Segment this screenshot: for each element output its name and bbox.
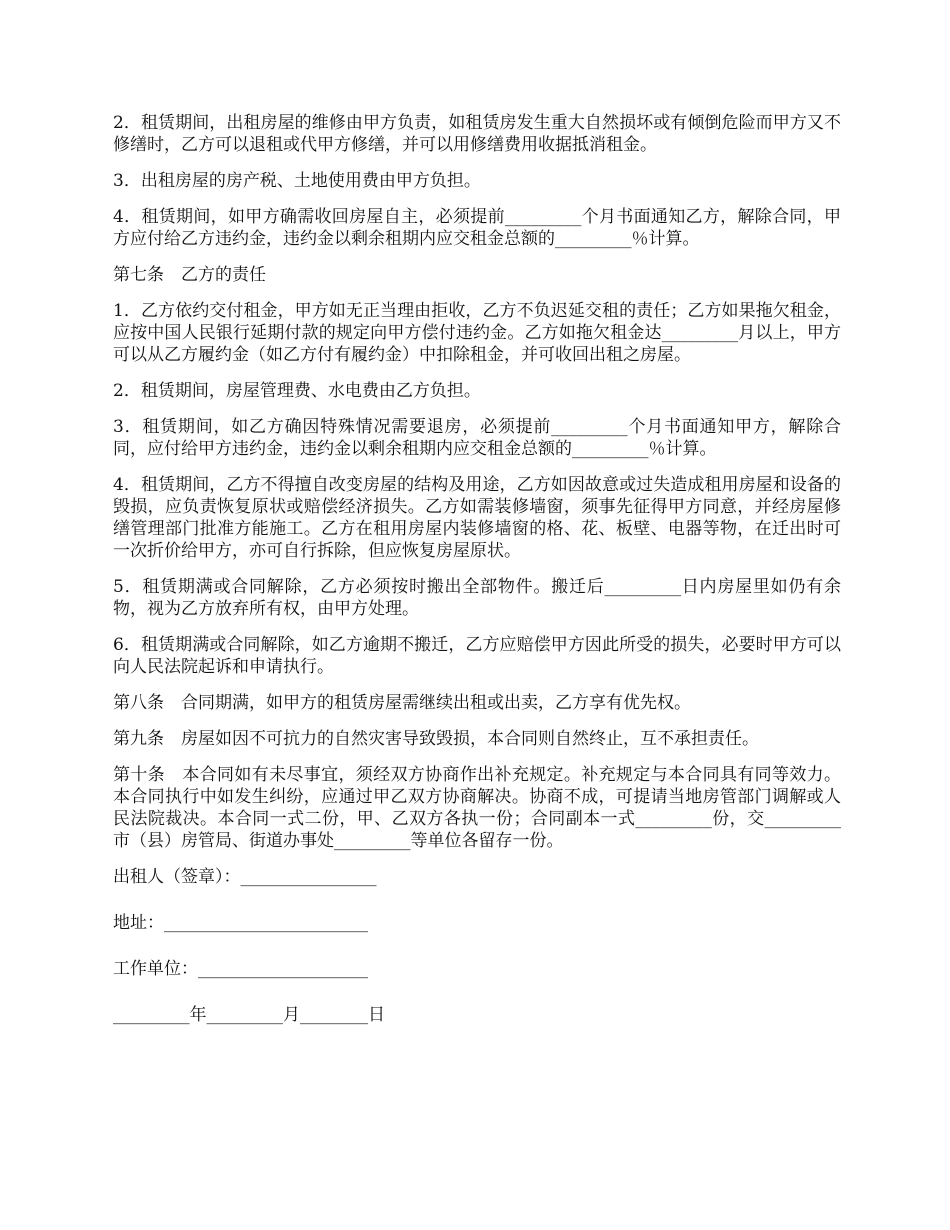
clause-7-item-3: 3．租赁期间，如乙方确因特殊情况需要退房，必须提前_________个月书面通知甲方，解除合同，应付给甲方违约金，违约金以剩余租期内应交租金总额的_________％计算。: [113, 417, 841, 459]
clause-6-item-3: 3．出租房屋的房产税、土地使用费由甲方负担。: [113, 171, 481, 191]
address-line: 地址：________________________: [113, 913, 368, 933]
clause-7-item-1: 1．乙方依约交付租金，甲方如无正当理由拒收，乙方不负迟延交租的责任；乙方如果拖欠租金，应按中国人民银行延期付款的规定向甲方偿付违约金。乙方如拖欠租金达_________月以上，甲方可以从乙方履约金（如乙方付有履约金）中扣除租金，并可收回出租之房屋。: [113, 301, 841, 365]
clause-8: 第八条 合同期满，如甲方的租赁房屋需继续出租或出卖，乙方享有优先权。: [113, 693, 691, 713]
clause-7-item-2: 2．租赁期间，房屋管理费、水电费由乙方负担。: [113, 381, 481, 401]
work-unit-line: 工作单位：____________________: [113, 959, 368, 979]
document-page: [113, 112, 841, 1050]
clause-7-item-6: 6．租赁期满或合同解除，如乙方逾期不搬迁，乙方应赔偿甲方因此所受的损失，必要时甲方可以向人民法院起诉和申请执行。: [113, 635, 841, 677]
clause-6-item-2: 2．租赁期间，出租房屋的维修由甲方负责，如租赁房发生重大自然损坏或有倾倒危险而甲方又不修缮时，乙方可以退租或代甲方修缮，并可以用修缮费用收据抵消租金。: [113, 113, 841, 155]
clause-10: 第十条 本合同如有未尽事宜，须经双方协商作出补充规定。补充规定与本合同具有同等效力。本合同执行中如发生纠纷，应通过甲乙双方协商解决。协商不成，可提请当地房管部门调解或人民法院裁决。本合同一式二份，甲、乙双方各执一份；合同副本一式_________份，交_________市（县）房管局、街道办事处_________等单位各留存一份。: [113, 765, 841, 851]
date-line: _________年_________月________日: [113, 1005, 385, 1025]
clause-9: 第九条 房屋如因不可抗力的自然灾害导致毁损，本合同则自然终止，互不承担责任。: [113, 729, 759, 749]
clause-7-heading: 第七条 乙方的责任: [113, 265, 266, 285]
clause-7-item-4: 4．租赁期间，乙方不得擅自改变房屋的结构及用途，乙方如因故意或过失造成租用房屋和设备的毁损，应负责恢复原状或赔偿经济损失。乙方如需装修墙窗，须事先征得甲方同意，并经房屋修缮管理部门批准方能施工。乙方在租用房屋内装修墙窗的格、花、板壁、电器等物，在迁出时可一次折价给甲方，亦可自行拆除，但应恢复房屋原状。: [113, 475, 841, 561]
clause-7-item-5: 5．租赁期满或合同解除，乙方必须按时搬出全部物件。搬迁后_________日内房屋里如仍有余物，视为乙方放弃所有权，由甲方处理。: [113, 577, 841, 619]
clause-6-item-4: 4．租赁期间，如甲方确需收回房屋自主，必须提前_________个月书面通知乙方，解除合同，甲方应付给乙方违约金，违约金以剩余租期内应交租金总额的_________％计算。: [113, 207, 841, 249]
lessor-signature-line: 出租人（签章）：________________: [113, 867, 377, 887]
